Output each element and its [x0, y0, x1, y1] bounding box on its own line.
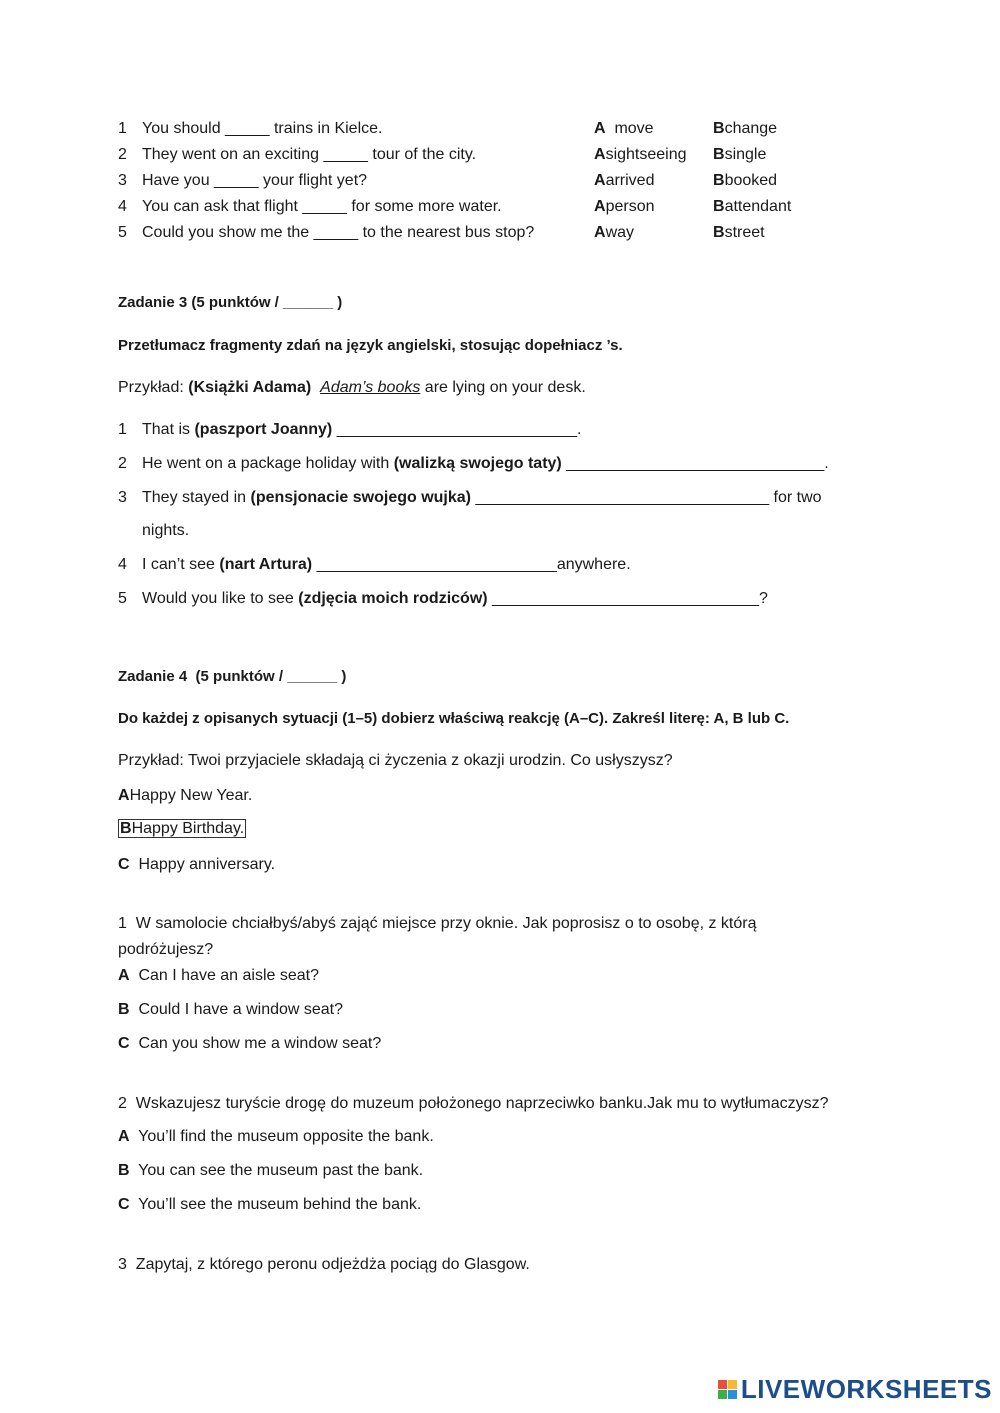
choice-row: 5 Could you show me the _____ to the nearest bus stop?: [118, 224, 535, 241]
q1-option-b[interactable]: B Could I have a window seat?: [118, 1001, 344, 1018]
task4-title: Zadanie 4 (5 punktów / ______ ): [118, 668, 347, 685]
answer-blank[interactable]: ______________________________?: [487, 590, 768, 607]
answer-blank[interactable]: _________________________________ for two: [471, 489, 822, 506]
option-b[interactable]: Bchange: [713, 120, 778, 137]
choice-row: 3 Have you _____ your flight yet?: [118, 172, 368, 189]
q2-option-b[interactable]: B You can see the museum past the bank.: [118, 1162, 424, 1179]
option-b[interactable]: Bsingle: [713, 146, 767, 163]
choice-row: 2 They went on an exciting _____ tour of the city.: [118, 146, 477, 163]
option-b[interactable]: Battendant: [713, 198, 792, 215]
answer-blank[interactable]: ___________________________.: [332, 421, 582, 438]
answer-blank[interactable]: ___________________________anywhere.: [312, 556, 631, 573]
task3-title: Zadanie 3 (5 punktów / ______ ): [118, 294, 343, 311]
example-answer: Adam’s books: [320, 379, 421, 396]
choice-row: 4 You can ask that flight _____ for some more water.: [118, 198, 502, 215]
task4-example: Przykład: Twoi przyjaciele składają ci życzenia z okazji urodzin. Co usłyszysz?: [118, 752, 673, 769]
task4-instruction: Do każdej z opisanych sytuacji (1–5) dobierz właściwą reakcję (A–C). Zakreśl literę: A, B lub C.: [118, 710, 790, 727]
option-b[interactable]: Bstreet: [713, 224, 765, 241]
option-b[interactable]: Bbooked: [713, 172, 778, 189]
option-a[interactable]: Away: [594, 224, 635, 241]
logo-badge-icon: [718, 1380, 737, 1399]
task3-item: 1 That is (paszport Joanny) ___________________________.: [118, 421, 582, 438]
question-1-cont: podróżujesz?: [118, 941, 214, 958]
task3-item-continuation: nights.: [142, 522, 190, 539]
choice-row: 1 You should _____ trains in Kielce.: [118, 120, 383, 137]
logo-square-yellow: [728, 1380, 737, 1389]
example-option-b: BHappy Birthday.: [120, 820, 245, 837]
question-2: 2 Wskazujesz turyście drogę do muzeum położonego naprzeciwko banku.Jak mu to wytłumaczysz?: [118, 1095, 829, 1112]
task3-instruction: Przetłumacz fragmenty zdań na język angielski, stosując dopełniacz ’s.: [118, 337, 623, 354]
liveworksheets-logo: [718, 1374, 992, 1405]
option-a[interactable]: A move: [594, 120, 654, 137]
example-option-a: AHappy New Year.: [118, 787, 253, 804]
task3-item: 2 He went on a package holiday with (walizką swojego taty) _____________________________.: [118, 455, 829, 472]
option-a[interactable]: Aperson: [594, 198, 655, 215]
logo-square-green: [718, 1390, 727, 1399]
q1-option-c[interactable]: C Can you show me a window seat?: [118, 1035, 382, 1052]
task3-item: 5 Would you like to see (zdjęcia moich rodziców) ______________________________?: [118, 590, 768, 607]
option-a[interactable]: Asightseeing: [594, 146, 687, 163]
logo-square-red: [718, 1380, 727, 1389]
task3-item: 3 They stayed in (pensjonacie swojego wujka) _________________________________ for two: [118, 489, 822, 506]
task3-example: Przykład: (Książki Adama) Adam’s books are lying on your desk.: [118, 379, 586, 396]
example-option-c: C Happy anniversary.: [118, 856, 276, 873]
question-1: 1 W samolocie chciałbyś/abyś zająć miejsce przy oknie. Jak poprosisz o to osobę, z którą: [118, 915, 757, 932]
logo-text: LIVEWORKSHEETS: [740, 1374, 992, 1404]
q2-option-c[interactable]: C You’ll see the museum behind the bank.: [118, 1196, 422, 1213]
answer-blank[interactable]: _____________________________.: [561, 455, 829, 472]
q1-option-a[interactable]: A Can I have an aisle seat?: [118, 967, 320, 984]
question-3: 3 Zapytaj, z którego peronu odjeżdża pociąg do Glasgow.: [118, 1256, 530, 1273]
task3-item: 4 I can’t see (nart Artura) ___________________________anywhere.: [118, 556, 631, 573]
logo-square-blue: [728, 1390, 737, 1399]
option-a[interactable]: Aarrived: [594, 172, 655, 189]
q2-option-a[interactable]: A You’ll find the museum opposite the bank.: [118, 1128, 434, 1145]
